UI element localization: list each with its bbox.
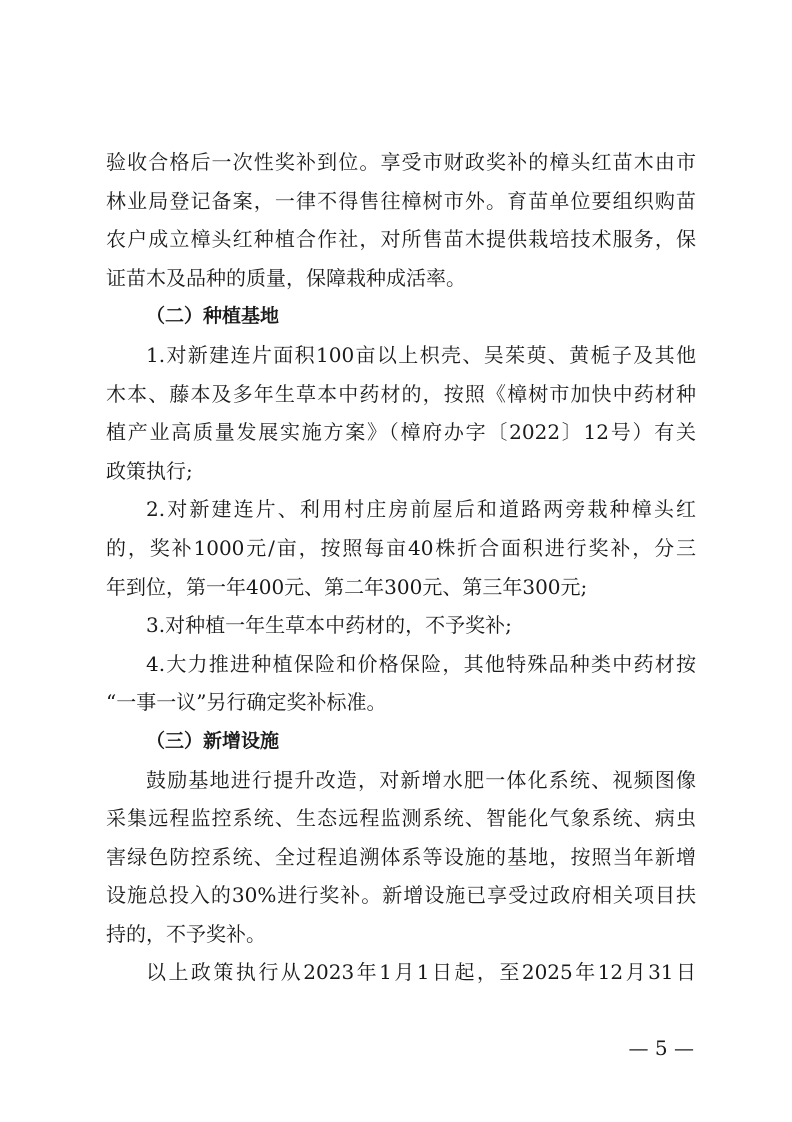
body-text-line: 设施总投入的30%进行奖补。新增设施已享受过政府相关项目扶 — [106, 883, 696, 908]
body-text-line: 鼓励基地进行提升改造，对新增水肥一体化系统、视频图像 — [146, 767, 696, 792]
body-text-line: 林业局登记备案，一律不得售往樟树市外。育苗单位要组织购苗 — [106, 188, 696, 213]
body-text-line: 害绿色防控系统、全过程追溯体系等设施的基地，按照当年新增 — [106, 844, 696, 869]
body-text-line: 3.对种植一年生草本中药材的，不予奖补; — [146, 613, 512, 638]
page-number: — 5 — — [628, 1036, 694, 1060]
body-text-line: 农户成立樟头红种植合作社，对所售苗木提供栽培技术服务，保 — [106, 227, 696, 252]
document-body — [106, 143, 696, 992]
body-text-line: 政策执行; — [106, 458, 193, 483]
body-text-line: 证苗木及品种的质量，保障栽种成活率。 — [106, 265, 466, 290]
body-text-line: 的，奖补1000元/亩，按照每亩40株折合面积进行奖补，分三 — [106, 535, 696, 560]
body-text-line: 2.对新建连片、利用村庄房前屋后和道路两旁栽种樟头红 — [146, 497, 696, 522]
body-text-line: “一事一议”另行确定奖补标准。 — [106, 690, 387, 715]
section-heading: （三）新增设施 — [146, 729, 280, 752]
body-text-line: 1.对新建连片面积100亩以上枳壳、吴茱萸、黄栀子及其他 — [146, 342, 696, 367]
body-text-line: 年到位，第一年400元、第二年300元、第三年300元; — [106, 574, 588, 599]
section-heading: （二）种植基地 — [146, 305, 280, 328]
body-text-line: 采集远程监控系统、生态远程监测系统、智能化气象系统、病虫 — [106, 806, 696, 831]
body-text-line: 以上政策执行从2023年1月1日起，至2025年12月31日 — [146, 960, 696, 985]
body-text-line: 4.大力推进种植保险和价格保险，其他特殊品种类中药材按 — [146, 651, 696, 676]
body-text-line: 植产业高质量发展实施方案》（樟府办字〔2022〕12号）有关 — [106, 420, 696, 445]
body-text-line: 持的，不予奖补。 — [106, 921, 266, 946]
body-text-line: 验收合格后一次性奖补到位。享受市财政奖补的樟头红苗木由市 — [106, 150, 696, 174]
body-text-line: 木本、藤本及多年生草本中药材的，按照《樟树市加快中药材种 — [106, 381, 696, 406]
